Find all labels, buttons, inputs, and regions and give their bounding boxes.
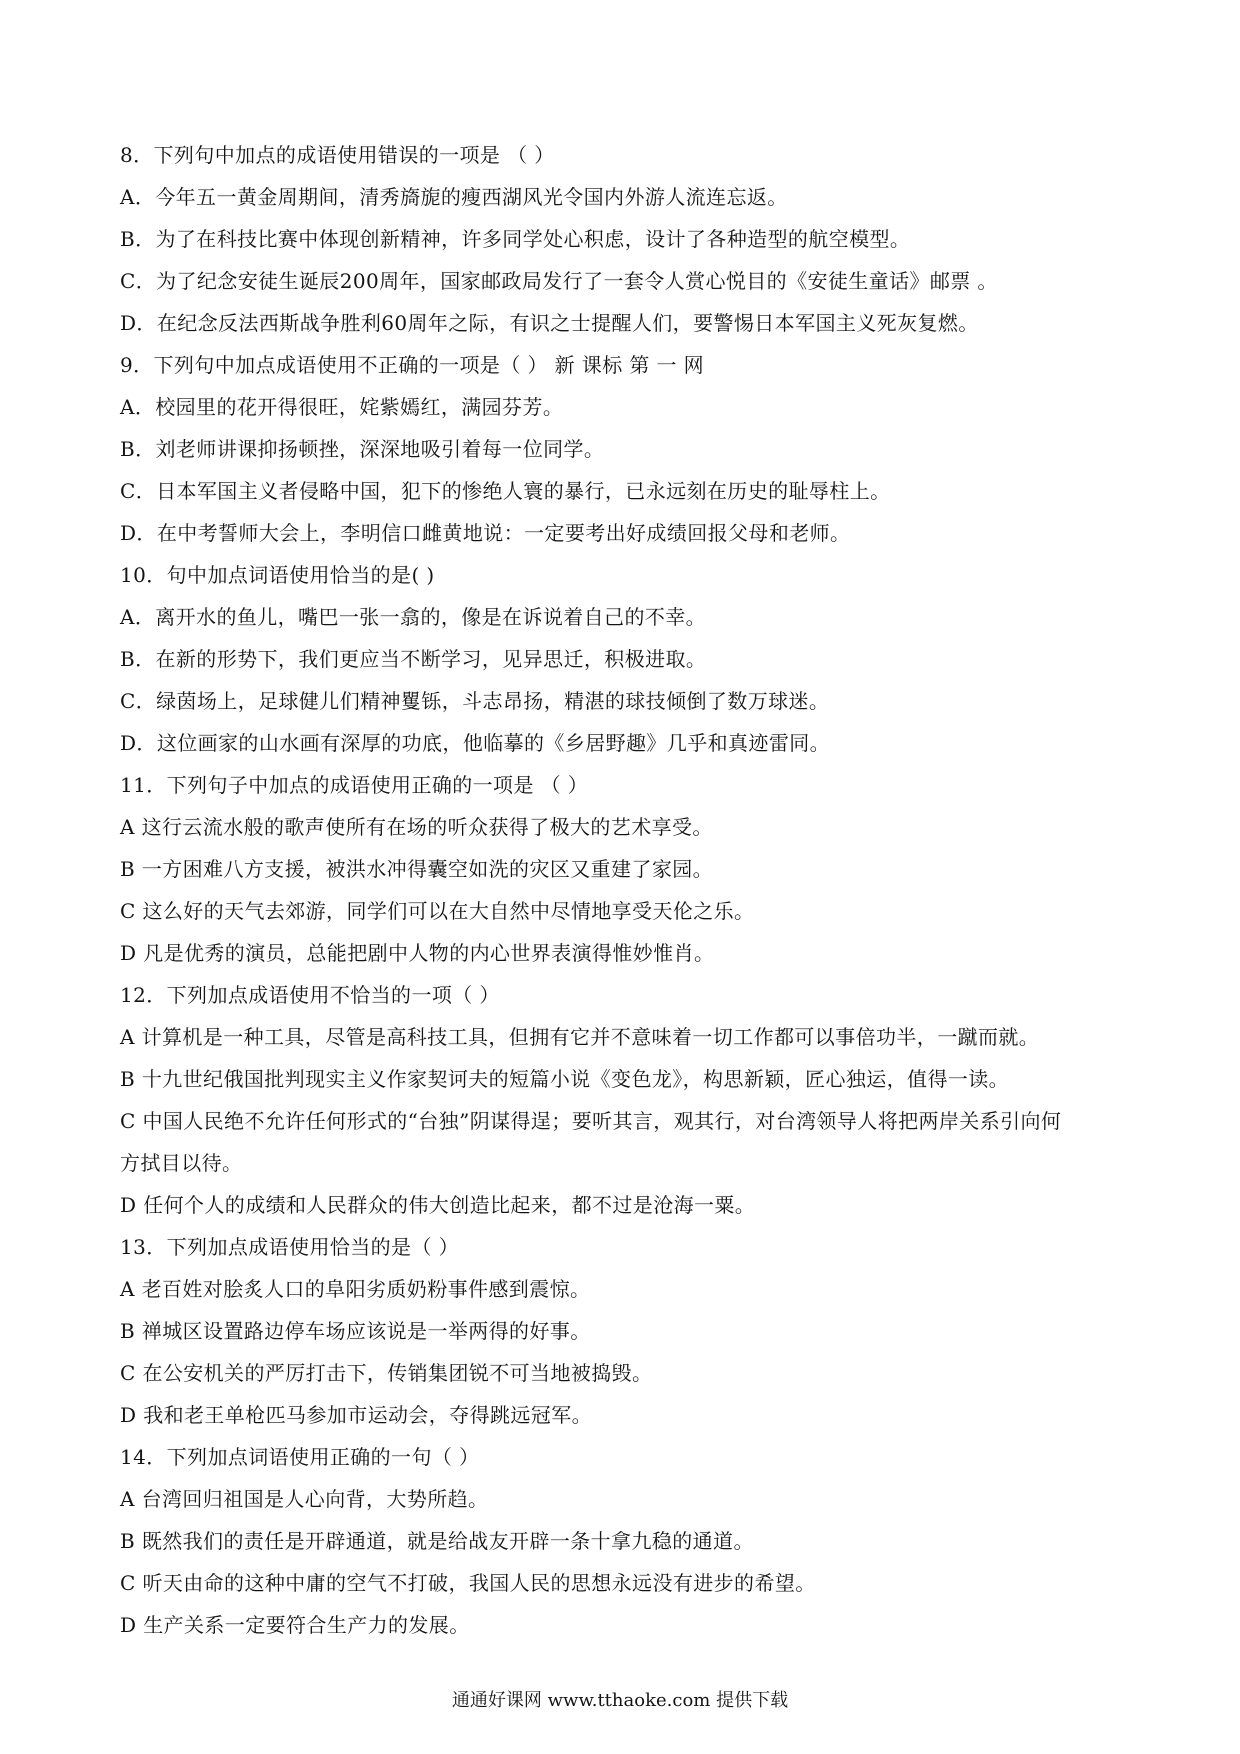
option-10a: A．离开水的鱼儿，嘴巴一张一翕的，像是在诉说着自己的不幸。 bbox=[120, 605, 707, 629]
question-10-stem: 10．句中加点词语使用恰当的是( ) bbox=[120, 563, 435, 587]
option-8c: C．为了纪念安徒生诞辰200周年，国家邮政局发行了一套令人赏心悦目的《安徒生童话》邮票 。 bbox=[120, 269, 998, 293]
option-12a: A 计算机是一种工具，尽管是高科技工具，但拥有它并不意味着一切工作都可以事倍功半，一蹴而就。 bbox=[120, 1025, 1040, 1049]
option-12c-continued: 方拭目以待。 bbox=[120, 1151, 243, 1175]
option-9b: B．刘老师讲课抑扬顿挫，深深地吸引着每一位同学。 bbox=[120, 437, 605, 461]
option-14d: D 生产关系一定要符合生产力的发展。 bbox=[120, 1613, 470, 1637]
option-9a: A．校园里的花开得很旺，姹紫嫣红，满园芬芳。 bbox=[120, 395, 564, 419]
option-13c: C 在公安机关的严厉打击下，传销集团锐不可当地被捣毁。 bbox=[120, 1361, 653, 1385]
option-12d: D 任何个人的成绩和人民群众的伟大创造比起来，都不过是沧海一粟。 bbox=[120, 1193, 756, 1217]
question-13-stem: 13．下列加点成语使用恰当的是（ ） bbox=[120, 1235, 460, 1259]
option-10d: D．这位画家的山水画有深厚的功底，他临摹的《乡居野趣》几乎和真迹雷同。 bbox=[120, 731, 831, 755]
option-8d: D．在纪念反法西斯战争胜利60周年之际，有识之士提醒人们，要警惕日本军国主义死灰复燃。 bbox=[120, 311, 979, 335]
option-12b: B 十九世纪俄国批判现实主义作家契诃夫的短篇小说《变色龙》，构思新颖，匠心独运，值得一读。 bbox=[120, 1067, 1010, 1091]
page-footer: 通通好课网 www.tthaoke.com 提供下载 bbox=[451, 1690, 789, 1711]
option-8b: B．为了在科技比赛中体现创新精神，许多同学处心积虑，设计了各种造型的航空模型。 bbox=[120, 227, 911, 251]
option-13d: D 我和老王单枪匹马参加市运动会，夺得跳远冠军。 bbox=[120, 1403, 592, 1427]
option-11d: D 凡是优秀的演员，总能把剧中人物的内心世界表演得惟妙惟肖。 bbox=[120, 941, 715, 965]
option-10c: C．绿茵场上，足球健儿们精神矍铄，斗志昂扬，精湛的球技倾倒了数万球迷。 bbox=[120, 689, 830, 713]
question-14-stem: 14．下列加点词语使用正确的一句（ ） bbox=[120, 1445, 480, 1469]
option-11b: B 一方困难八方支援，被洪水冲得囊空如洗的灾区又重建了家园。 bbox=[120, 857, 714, 881]
option-14a: A 台湾回归祖国是人心向背，大势所趋。 bbox=[120, 1487, 489, 1511]
option-13b: B 禅城区设置路边停车场应该说是一举两得的好事。 bbox=[120, 1319, 591, 1343]
question-11-stem: 11．下列句子中加点的成语使用正确的一项是 （ ） bbox=[120, 773, 589, 797]
option-11c: C 这么好的天气去郊游，同学们可以在大自然中尽情地享受天伦之乐。 bbox=[120, 899, 755, 923]
option-11a: A 这行云流水般的歌声使所有在场的听众获得了极大的艺术享受。 bbox=[120, 815, 713, 839]
option-12c: C 中国人民绝不允许任何形式的“台独”阴谋得逞；要听其言，观其行，对台湾领导人将把两岸关系引向何 bbox=[120, 1109, 1062, 1133]
option-14c: C 听天由命的这种中庸的空气不打破，我国人民的思想永远没有进步的希望。 bbox=[120, 1571, 816, 1595]
option-14b: B 既然我们的责任是开辟通道，就是给战友开辟一条十拿九稳的通道。 bbox=[120, 1529, 754, 1553]
option-13a: A 老百姓对脍炙人口的阜阳劣质奶粉事件感到震惊。 bbox=[120, 1277, 591, 1301]
question-9-stem: 9．下列句中加点成语使用不正确的一项是（ ） 新 课标 第 一 网 bbox=[120, 353, 705, 377]
option-10b: B．在新的形势下，我们更应当不断学习，见异思迁，积极进取。 bbox=[120, 647, 707, 671]
question-list bbox=[120, 138, 1130, 1650]
option-8a: A．今年五一黄金周期间，清秀旖旎的瘦西湖风光令国内外游人流连忘返。 bbox=[120, 185, 788, 209]
question-12-stem: 12．下列加点成语使用不恰当的一项（ ） bbox=[120, 983, 500, 1007]
question-8-stem: 8．下列句中加点的成语使用错误的一项是 （ ） bbox=[120, 143, 555, 167]
option-9c: C．日本军国主义者侵略中国，犯下的惨绝人寰的暴行，已永远刻在历史的耻辱柱上。 bbox=[120, 479, 891, 503]
option-9d: D．在中考誓师大会上，李明信口雌黄地说：一定要考出好成绩回报父母和老师。 bbox=[120, 521, 851, 545]
